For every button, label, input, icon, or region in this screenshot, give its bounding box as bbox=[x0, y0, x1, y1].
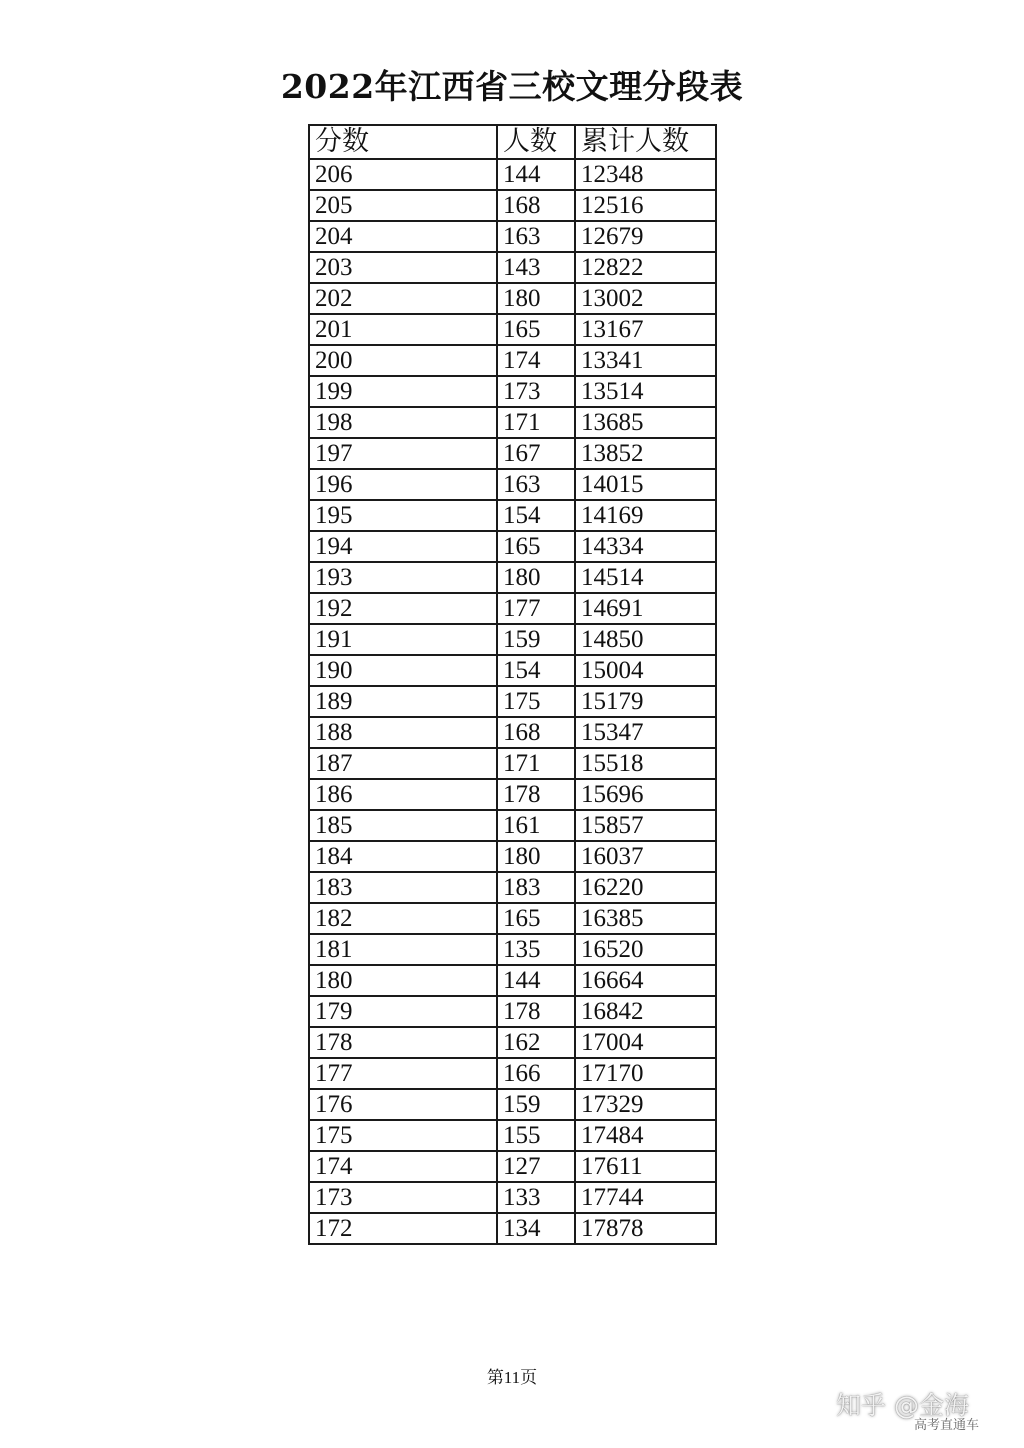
score-cell: 196 bbox=[309, 469, 497, 500]
score-cell: 172 bbox=[309, 1213, 497, 1244]
count-cell: 178 bbox=[497, 779, 575, 810]
score-cell: 201 bbox=[309, 314, 497, 345]
watermark-subtext: 高考直通车 bbox=[914, 1418, 980, 1433]
table-row bbox=[309, 934, 716, 965]
count-cell: 134 bbox=[497, 1213, 575, 1244]
cumulative-cell: 16664 bbox=[575, 965, 716, 996]
cumulative-cell: 15179 bbox=[575, 686, 716, 717]
cumulative-cell: 12516 bbox=[575, 190, 716, 221]
score-cell: 176 bbox=[309, 1089, 497, 1120]
count-cell: 154 bbox=[497, 655, 575, 686]
score-cell: 183 bbox=[309, 872, 497, 903]
cumulative-cell: 17329 bbox=[575, 1089, 716, 1120]
cumulative-cell: 15347 bbox=[575, 717, 716, 748]
table-row bbox=[309, 1213, 716, 1244]
table-row bbox=[309, 376, 716, 407]
cumulative-cell: 16842 bbox=[575, 996, 716, 1027]
cumulative-cell: 17878 bbox=[575, 1213, 716, 1244]
cumulative-cell: 16520 bbox=[575, 934, 716, 965]
score-cell: 197 bbox=[309, 438, 497, 469]
table-row bbox=[309, 190, 716, 221]
count-cell: 177 bbox=[497, 593, 575, 624]
table-row bbox=[309, 407, 716, 438]
score-cell: 191 bbox=[309, 624, 497, 655]
score-cell: 173 bbox=[309, 1182, 497, 1213]
score-cell: 177 bbox=[309, 1058, 497, 1089]
count-cell: 171 bbox=[497, 407, 575, 438]
cumulative-cell: 15696 bbox=[575, 779, 716, 810]
score-cell: 188 bbox=[309, 717, 497, 748]
table-row bbox=[309, 252, 716, 283]
cumulative-cell: 14691 bbox=[575, 593, 716, 624]
count-cell: 183 bbox=[497, 872, 575, 903]
table-row bbox=[309, 1182, 716, 1213]
count-cell: 144 bbox=[497, 965, 575, 996]
cumulative-cell: 17744 bbox=[575, 1182, 716, 1213]
count-cell: 162 bbox=[497, 1027, 575, 1058]
cumulative-cell: 15857 bbox=[575, 810, 716, 841]
count-cell: 155 bbox=[497, 1120, 575, 1151]
table-row bbox=[309, 531, 716, 562]
count-cell: 133 bbox=[497, 1182, 575, 1213]
score-cell: 199 bbox=[309, 376, 497, 407]
cumulative-cell: 13341 bbox=[575, 345, 716, 376]
count-cell: 165 bbox=[497, 531, 575, 562]
table-row bbox=[309, 500, 716, 531]
table-row bbox=[309, 1151, 716, 1182]
table-row bbox=[309, 1089, 716, 1120]
table-row bbox=[309, 345, 716, 376]
score-cell: 178 bbox=[309, 1027, 497, 1058]
cumulative-cell: 13852 bbox=[575, 438, 716, 469]
cumulative-cell: 16220 bbox=[575, 872, 716, 903]
count-cell: 180 bbox=[497, 283, 575, 314]
table-row bbox=[309, 1058, 716, 1089]
table-row bbox=[309, 469, 716, 500]
cumulative-cell: 17611 bbox=[575, 1151, 716, 1182]
count-cell: 167 bbox=[497, 438, 575, 469]
cumulative-cell: 16385 bbox=[575, 903, 716, 934]
count-cell: 168 bbox=[497, 717, 575, 748]
score-cell: 203 bbox=[309, 252, 497, 283]
score-cell: 192 bbox=[309, 593, 497, 624]
count-cell: 144 bbox=[497, 159, 575, 190]
cumulative-cell: 16037 bbox=[575, 841, 716, 872]
cumulative-cell: 15518 bbox=[575, 748, 716, 779]
score-cell: 204 bbox=[309, 221, 497, 252]
cumulative-cell: 14514 bbox=[575, 562, 716, 593]
score-cell: 189 bbox=[309, 686, 497, 717]
cumulative-cell: 12679 bbox=[575, 221, 716, 252]
cumulative-cell: 14850 bbox=[575, 624, 716, 655]
cumulative-cell: 12822 bbox=[575, 252, 716, 283]
table-row bbox=[309, 810, 716, 841]
table-row bbox=[309, 562, 716, 593]
table-row bbox=[309, 841, 716, 872]
score-cell: 195 bbox=[309, 500, 497, 531]
table-row bbox=[309, 748, 716, 779]
score-cell: 175 bbox=[309, 1120, 497, 1151]
score-distribution-table bbox=[308, 124, 717, 1245]
count-cell: 159 bbox=[497, 624, 575, 655]
score-cell: 174 bbox=[309, 1151, 497, 1182]
count-cell: 143 bbox=[497, 252, 575, 283]
table-row bbox=[309, 996, 716, 1027]
count-cell: 171 bbox=[497, 748, 575, 779]
table-row bbox=[309, 221, 716, 252]
score-cell: 184 bbox=[309, 841, 497, 872]
cumulative-cell: 14334 bbox=[575, 531, 716, 562]
score-cell: 200 bbox=[309, 345, 497, 376]
cumulative-cell: 13685 bbox=[575, 407, 716, 438]
cumulative-cell: 17004 bbox=[575, 1027, 716, 1058]
table-body bbox=[309, 159, 716, 1244]
count-cell: 154 bbox=[497, 500, 575, 531]
table-row bbox=[309, 159, 716, 190]
count-cell: 127 bbox=[497, 1151, 575, 1182]
table-row bbox=[309, 314, 716, 345]
score-cell: 206 bbox=[309, 159, 497, 190]
table-row bbox=[309, 872, 716, 903]
table-row bbox=[309, 624, 716, 655]
count-cell: 166 bbox=[497, 1058, 575, 1089]
page-number: 第11页 bbox=[486, 1368, 538, 1387]
count-cell: 174 bbox=[497, 345, 575, 376]
table-row bbox=[309, 655, 716, 686]
cumulative-cell: 17170 bbox=[575, 1058, 716, 1089]
table-row bbox=[309, 717, 716, 748]
column-header-cumulative: 累计人数 bbox=[575, 125, 716, 159]
score-cell: 187 bbox=[309, 748, 497, 779]
column-header-count: 人数 bbox=[497, 125, 575, 159]
count-cell: 178 bbox=[497, 996, 575, 1027]
count-cell: 180 bbox=[497, 562, 575, 593]
count-cell: 161 bbox=[497, 810, 575, 841]
count-cell: 175 bbox=[497, 686, 575, 717]
cumulative-cell: 14015 bbox=[575, 469, 716, 500]
table-row bbox=[309, 593, 716, 624]
count-cell: 159 bbox=[497, 1089, 575, 1120]
table-row bbox=[309, 903, 716, 934]
table-header-row bbox=[309, 125, 716, 159]
score-cell: 190 bbox=[309, 655, 497, 686]
count-cell: 180 bbox=[497, 841, 575, 872]
cumulative-cell: 12348 bbox=[575, 159, 716, 190]
table-row bbox=[309, 283, 716, 314]
cumulative-cell: 13167 bbox=[575, 314, 716, 345]
score-cell: 182 bbox=[309, 903, 497, 934]
table-row bbox=[309, 1120, 716, 1151]
watermark: 知乎 @金海 bbox=[836, 1391, 969, 1420]
count-cell: 163 bbox=[497, 221, 575, 252]
cumulative-cell: 15004 bbox=[575, 655, 716, 686]
cumulative-cell: 14169 bbox=[575, 500, 716, 531]
score-cell: 186 bbox=[309, 779, 497, 810]
table-row bbox=[309, 779, 716, 810]
score-cell: 180 bbox=[309, 965, 497, 996]
count-cell: 168 bbox=[497, 190, 575, 221]
page-title: 2022年江西省三校文理分段表 bbox=[280, 67, 744, 106]
table-row bbox=[309, 438, 716, 469]
count-cell: 173 bbox=[497, 376, 575, 407]
table-row bbox=[309, 686, 716, 717]
column-header-score: 分数 bbox=[309, 125, 497, 159]
count-cell: 165 bbox=[497, 314, 575, 345]
score-cell: 181 bbox=[309, 934, 497, 965]
cumulative-cell: 17484 bbox=[575, 1120, 716, 1151]
table-row bbox=[309, 1027, 716, 1058]
score-cell: 179 bbox=[309, 996, 497, 1027]
count-cell: 165 bbox=[497, 903, 575, 934]
table-row bbox=[309, 965, 716, 996]
cumulative-cell: 13514 bbox=[575, 376, 716, 407]
score-cell: 193 bbox=[309, 562, 497, 593]
count-cell: 163 bbox=[497, 469, 575, 500]
score-cell: 202 bbox=[309, 283, 497, 314]
score-cell: 205 bbox=[309, 190, 497, 221]
cumulative-cell: 13002 bbox=[575, 283, 716, 314]
score-cell: 185 bbox=[309, 810, 497, 841]
count-cell: 135 bbox=[497, 934, 575, 965]
score-cell: 194 bbox=[309, 531, 497, 562]
score-cell: 198 bbox=[309, 407, 497, 438]
